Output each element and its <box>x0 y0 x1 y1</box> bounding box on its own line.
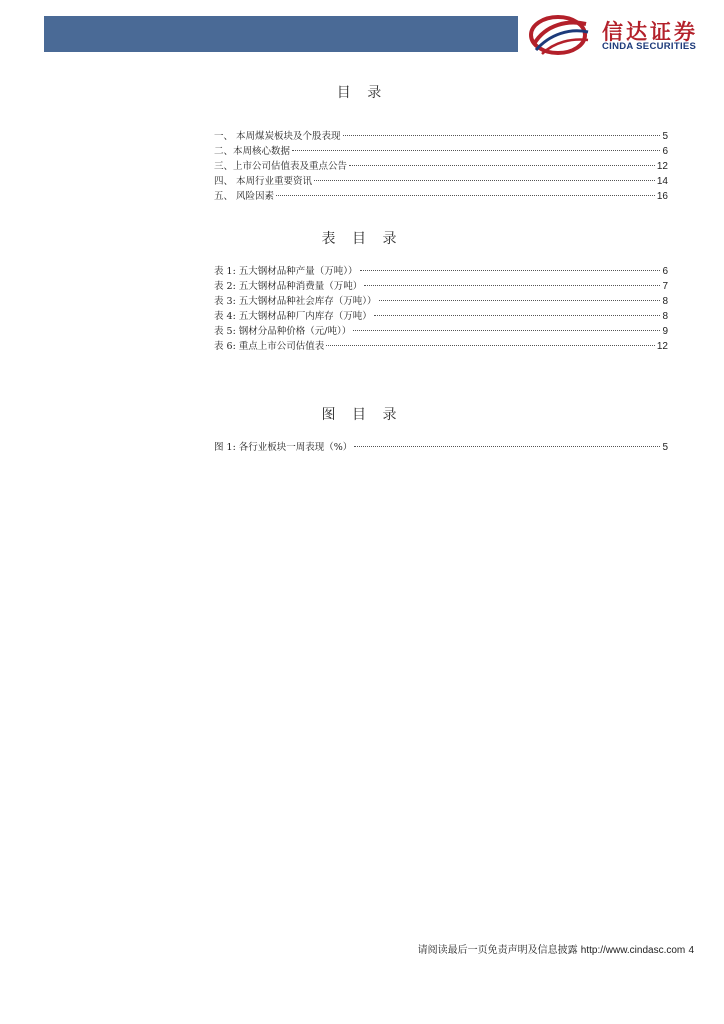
toc-item-label: 一、 本周煤炭板块及个股表现 <box>214 131 341 142</box>
figure-index-page: 5 <box>662 442 668 453</box>
toc-item-page: 5 <box>662 131 668 142</box>
figures-index-list <box>214 439 668 454</box>
table-index-label: 表 1: 五大钢材品种产量（万吨）） <box>214 266 358 277</box>
table-index-page: 12 <box>656 341 668 352</box>
table-index-label: 表 3: 五大钢材品种社会库存（万吨）） <box>214 296 377 307</box>
leader-dots <box>343 135 661 136</box>
disclaimer-text: 请阅读最后一页免责声明及信息披露 <box>417 945 578 956</box>
leader-dots <box>326 345 655 346</box>
figures-index-title: 图 目 录 <box>321 407 403 423</box>
table-index-item[interactable] <box>214 293 668 308</box>
table-index-page: 8 <box>662 311 668 322</box>
leader-dots <box>379 300 661 301</box>
table-index-label: 表 6: 重点上市公司估值表 <box>214 341 325 352</box>
tables-index-list <box>214 263 668 353</box>
leader-dots <box>349 165 655 166</box>
leader-dots <box>360 270 661 271</box>
table-index-item[interactable] <box>214 338 668 353</box>
website-link[interactable]: http://www.cindasc.com <box>580 945 686 956</box>
logo-chinese-text: 信达证券 <box>602 20 698 44</box>
tables-index-title: 表 目 录 <box>321 231 403 247</box>
toc-item[interactable] <box>214 188 668 203</box>
leader-dots <box>276 195 655 196</box>
toc-item-page: 14 <box>656 176 668 187</box>
table-index-label: 表 5: 钢材分品种价格（元/吨）） <box>214 326 352 337</box>
figure-index-label: 图 1: 各行业板块一周表现（%） <box>214 442 353 453</box>
toc-item-page: 6 <box>662 146 668 157</box>
leader-dots <box>314 180 655 181</box>
table-index-label: 表 2: 五大钢材品种消费量（万吨） <box>214 281 363 292</box>
toc-item[interactable] <box>214 128 668 143</box>
table-index-label: 表 4: 五大钢材品种厂内库存（万吨） <box>214 311 372 322</box>
toc-item-page: 16 <box>656 191 668 202</box>
cinda-logo-icon <box>528 14 590 56</box>
toc-item[interactable] <box>214 173 668 188</box>
table-index-page: 9 <box>662 326 668 337</box>
logo-english-text: CINDA SECURITIES <box>602 41 697 52</box>
table-index-page: 7 <box>662 281 668 292</box>
header-bar <box>44 16 518 52</box>
leader-dots <box>374 315 661 316</box>
toc-title: 目 录 <box>336 85 388 101</box>
toc-item[interactable] <box>214 158 668 173</box>
table-index-item[interactable] <box>214 263 668 278</box>
table-index-page: 8 <box>662 296 668 307</box>
company-logo <box>528 14 708 56</box>
toc-list <box>214 128 668 203</box>
leader-dots <box>292 150 660 151</box>
leader-dots <box>354 446 660 447</box>
leader-dots <box>364 285 660 286</box>
toc-item-label: 二、本周核心数据 <box>214 146 291 157</box>
figure-index-item[interactable] <box>214 439 668 454</box>
table-index-item[interactable] <box>214 308 668 323</box>
toc-item[interactable] <box>214 143 668 158</box>
toc-item-label: 三、上市公司估值表及重点公告 <box>214 161 348 172</box>
toc-item-label: 四、 本周行业重要资讯 <box>214 176 313 187</box>
toc-item-label: 五、 风险因素 <box>214 191 275 202</box>
toc-item-page: 12 <box>656 161 668 172</box>
table-index-item[interactable] <box>214 278 668 293</box>
leader-dots <box>353 330 660 331</box>
page-footer <box>418 941 694 956</box>
table-index-item[interactable] <box>214 323 668 338</box>
table-index-page: 6 <box>662 266 668 277</box>
page-number: 4 <box>688 945 694 956</box>
